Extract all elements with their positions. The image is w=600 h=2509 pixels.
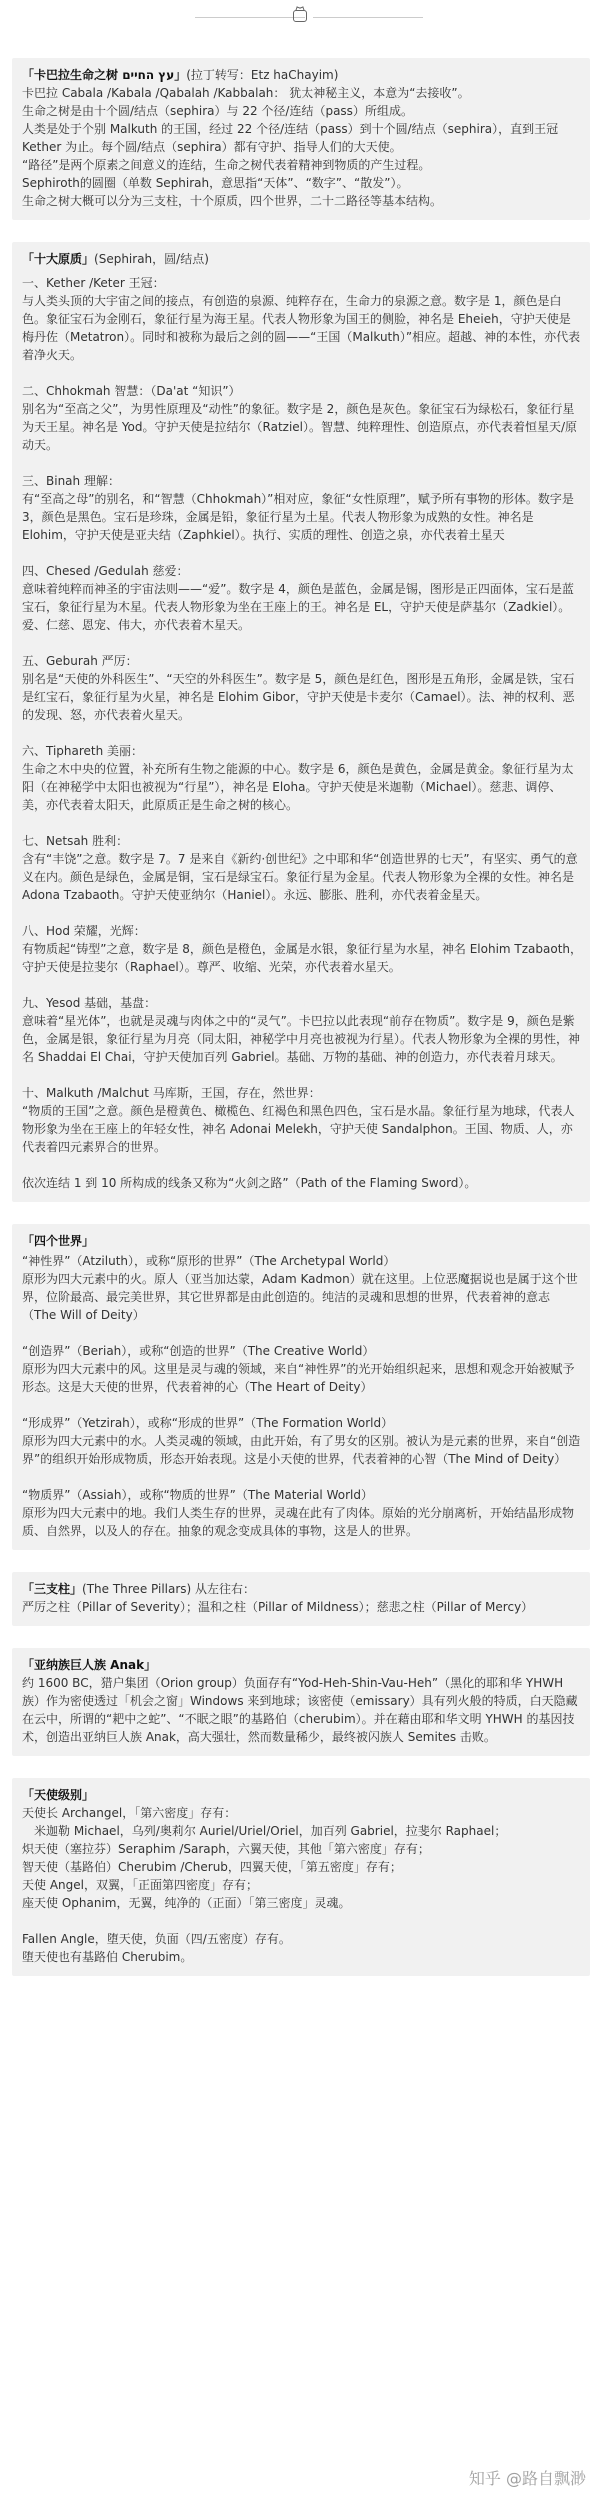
text-line — [22, 1912, 582, 1930]
world-atziluth: “神性界”（Atziluth），或称“原形的世界”（The Archetypal World） 原形为四大元素中的火。原人（亚当加达蒙，Adam Kadmon）就在这里。上位恶魔据说也是属于这个世界，位阶最高、最完美世界，其它世界都是由此创造的。纯洁的灵魂和思想的世界，代表着神的意志（The Will of Deity） — [22, 1254, 578, 1322]
section-title: 「十大原质」(Sephirah，圆/结点) — [22, 252, 209, 266]
text-line: 严厉之柱（Pillar of Severity）；温和之柱（Pillar of Mildness）；慈悲之柱（Pillar of Mercy） — [22, 1600, 534, 1614]
zhihu-mascot-icon — [293, 10, 307, 22]
sephira-chesed: 四、Chesed /Gedulah 慈爱： 意味着纯粹而神圣的宇宙法则——“爱”。数字是 4，颜色是蓝色，金属是锡，图形是正四面体，宝石是蓝宝石，象征行星为木星。代表人物形象为坐在王座上的王。神名是 EL，守护天使是萨基尔（Zadkiel）。爱、仁慈、恩宠、伟大，亦代表着木星天。 — [22, 564, 574, 632]
sephira-chokmah: 二、Chhokmah 智慧：（Da'at “知识”） 别名为“至高之父”，为男性原理及“动性”的象征。数字是 2，颜色是灰色。象征宝石为绿松石，象征行星为天王星。神名是 Yod。守护天使是拉结尔（Ratziel）。智慧、纯粹理性、创造原点，亦代表着恒星天/原动天。 — [22, 384, 578, 452]
text-line: 天使长 Archangel，「第六密度」存有： — [22, 1806, 237, 1820]
text-line: 炽天使（塞拉芬）Seraphim /Saraph，六翼天使，其他「第六密度」存有； — [22, 1842, 430, 1856]
text-line: Sephiroth的圆圈（单数 Sephirah，意思指“天体”、“数字”、“散发”）。 — [22, 176, 409, 190]
sephira-netsah: 七、Netsah 胜利： 含有“丰饶”之意。数字是 7。7 是来自《新约·创世纪》之中耶和华“创造世界的七天”，有坚实、勇气的意义在内。颜色是绿色，金属是铜，宝石是绿宝石。象征行星为金星。代表人物形象为全裸的女性。神名是 Adona Tzabaoth。守护天使亚纳尔（Haniel）。永远、膨胀、胜利，亦代表着金星天。 — [22, 834, 578, 902]
sephira-yesod: 九、Yesod 基础，基盘： 意味着“星光体”，也就是灵魂与肉体之中的“灵气”。卡巴拉以此表现“前存在物质”。数字是 9，颜色是紫色，金属是银，象征行星为月亮（同太阳，神秘学中月亮也被视为行星）。代表人物形象为全裸的男性，神名 Shaddai El Chai，守护天使加百列 Gabriel。基础、万物的基础、神的创造力，亦代表着月球天。 — [22, 996, 581, 1064]
sephira-tiphareth: 六、Tiphareth 美丽： 生命之木中央的位置，补充所有生物之能源的中心。数字是 6，颜色是黄色，金属是黄金。象征行星为太阳（在神秘学中太阳也被视为“行星”），神名是 Eloha。守护天使是米迦勒（Michael）。慈悲、调停、美，亦代表着太阳天，此原质正是生命之树的核心。 — [22, 744, 574, 812]
section-title: 「亚纳族巨人族 Anak」 — [22, 1658, 157, 1672]
text-line: 卡巴拉 Cabala /Kabala /Qabalah /Kabbalah： 犹太神秘主义，本意为“去接收”。 — [22, 86, 470, 100]
text-line: 堕天使也有基路伯 Cherubim。 — [22, 1950, 193, 1964]
text-line: 人类是处于个别 Malkuth 的王国，经过 22 个径/连结（pass）到十个圆/结点（sephira），直到王冠 Kether 为止。每个圆/结点（sephira）都有守护、指导人们的大天使。 — [22, 122, 559, 154]
section-ten-sephirot — [12, 242, 590, 1202]
section-title: 「三支柱」(The Three Pillars) 从左往右： — [22, 1582, 256, 1596]
flaming-sword-note: 依次连结 1 到 10 所构成的线条又称为“火剑之路”（Path of the Flaming Sword）。 — [22, 1176, 477, 1190]
text-line: “路径”是两个原素之间意义的连结，生命之树代表着精神到物质的产生过程。 — [22, 158, 431, 172]
sephira-malkuth: 十、Malkuth /Malchut 马库斯，王国，存在，然世界： “物质的王国”之意。颜色是橙黄色、橄榄色、红褐色和黑色四色，宝石是水晶。象征行星为地球，代表人物形象为坐在王座上的年轻女性，神名 Adonai Melekh，守护天使 Sandalphon。王国、物质、人，亦代表着四元素界合的世界。 — [22, 1086, 575, 1154]
world-yetzirah: “形成界”（Yetzirah），或称“形成的世界”（The Formation World） 原形为四大元素中的水。人类灵魂的领域，由此开始，有了男女的区别。被认为是元素的世界，来自“创造界”的组织开始形成物质，形态开始表现。这是小天使的世界，代表着神的心智（The Mind of Deity） — [22, 1416, 581, 1466]
text-line: 天使 Angel，双翼，「正面第四密度」存有； — [22, 1878, 258, 1892]
sephira-geburah: 五、Geburah 严厉： 别名是“天使的外科医生”、“天空的外科医生”。数字是 5，颜色是红色，图形是五角形，金属是铁，宝石是红宝石，象征行星为火星，神名是 Elohim Gibor，守护天使是卡麦尔（Camael）。法、神的权利、恶的发现、怒，亦代表着火星天。 — [22, 654, 575, 722]
text-line: 约 1600 BC，猎户集团（Orion group）负面存有“Yod-Heh-Shin-Vau-Heh”（黑化的耶和华 YHWH 族）作为密使透过「机会之窗」Windows 来到地球；该密使（emissary）具有列火般的特质，白天隐藏在云中，所谓的“耙中之蛇”、“不眠之眼”的基路伯（cherubim）。并在藉由耶和华文明 YHWH 的基因技术，创造出亚纳巨人族 Anak，高大强壮，然而数量稀少，最终被闪族人 Semites 击败。 — [22, 1676, 578, 1744]
text-line: 生命之树大概可以分为三支柱，十个原质，四个世界，二十二路径等基本结构。 — [22, 194, 443, 208]
section-tree-of-life — [12, 58, 590, 220]
text-line: 生命之树是由十个圆/结点（sephira）与 22 个径/连结（pass）所组成。 — [22, 104, 413, 118]
text-line: 智天使（基路伯）Cherubim /Cherub，四翼天使，「第五密度」存有； — [22, 1860, 402, 1874]
sephira-hod: 八、Hod 荣耀，光辉： 有物质起“铸型”之意，数字是 8，颜色是橙色，金属是水银，象征行星为水星，神名 Elohim Tzabaoth，守护天使是拉斐尔（Raphael）。尊严、收缩、光荣，亦代表着水星天。 — [22, 924, 583, 974]
top-divider — [0, 0, 600, 34]
watermark: 知乎 @路自飘渺 — [468, 2469, 586, 2488]
section-three-pillars — [12, 1572, 590, 1626]
world-assiah: “物质界”（Assiah），或称“物质的世界”（The Material World） 原形为四大元素中的地。我们人类生存的世界，灵魂在此有了肉体。原始的光分崩离析，开始结晶形成物质、自然界，以及人的存在。抽象的观念变成具体的事物，这是人的世界。 — [22, 1488, 575, 1538]
section-title: 「天使级别」 — [22, 1788, 95, 1802]
text-line: 米迦勒 Michael，乌列/奥莉尔 Auriel/Uriel/Oriel，加百列 Gabriel，拉斐尔 Raphael； — [22, 1824, 507, 1838]
world-beriah: “创造界”（Beriah），或称“创造的世界”（The Creative World） 原形为四大元素中的风。这里是灵与魂的领域，来自“神性界”的光开始组织起来，思想和观念开始被赋予形态。这是大天使的世界，代表着神的心（The Heart of Deity） — [22, 1344, 575, 1394]
section-four-worlds — [12, 1224, 590, 1550]
section-title: 「卡巴拉生命之树 עץ החיים」(拉丁转写：Etz haChayim) — [22, 68, 339, 82]
article-body — [0, 58, 600, 1976]
text-line: 座天使 Ophanim，无翼，纯净的（正面）「第三密度」灵魂。 — [22, 1896, 351, 1910]
section-angel-ranks — [12, 1778, 590, 1976]
sephira-binah: 三、Binah 理解： 有“至高之母”的别名，和“智慧（Chhokmah）”相对应，象征“女性原理”，赋予所有事物的形体。数字是 3，颜色是黑色。宝石是珍珠，金属是铅，象征行星为土星。代表人物形象为成熟的女性。神名是 Elohim，守护天使是亚夫结（Zaphkiel）。执行、实质的理性、创造之泉，亦代表着土星天 — [22, 474, 574, 542]
section-title: 「四个世界」 — [22, 1234, 95, 1248]
text-line: Fallen Angle，堕天使，负面（四/五密度）存有。 — [22, 1932, 291, 1946]
divider-line-left — [195, 17, 305, 18]
sephira-kether: 一、Kether /Keter 王冠： 与人类头顶的大宇宙之间的接点，有创造的泉源、纯粹存在，生命力的泉源之意。数字是 1，颜色是白色。象征宝石为金刚石，象征行星为海王星。代表人物形象为国王的侧脸，神名是 Eheieh，守护天使是梅丹佐（Metatron）。同时和被称为最后之剑的圆——“王国（Malkuth）”相应。超越、神的本性，亦代表着净火天。 — [22, 276, 581, 362]
divider-line-right — [313, 17, 423, 18]
section-anak — [12, 1648, 590, 1756]
